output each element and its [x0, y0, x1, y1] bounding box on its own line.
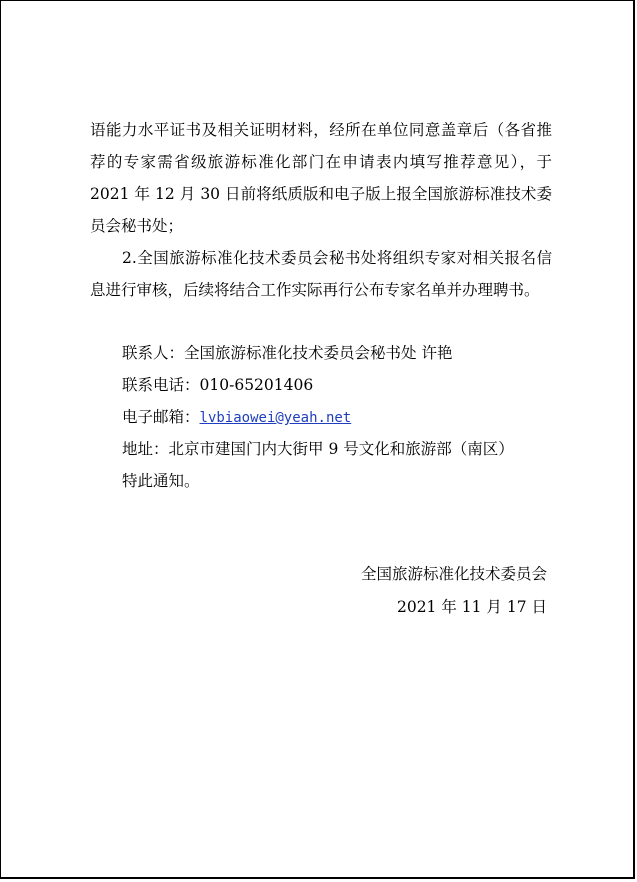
contact-address-value: 北京市建国门内大街甲 9 号文化和旅游部（南区）	[168, 440, 514, 458]
contact-address-label: 地址：	[122, 440, 169, 458]
signature-organization: 全国旅游标准化技术委员会	[360, 565, 547, 583]
contact-address-line	[122, 433, 514, 465]
contact-person-value: 全国旅游标准化技术委员会秘书处 许艳	[184, 344, 453, 362]
contact-person-line	[122, 337, 452, 369]
contact-person-label: 联系人：	[122, 344, 185, 362]
contact-email-label: 电子邮箱：	[122, 408, 200, 426]
contact-email-link[interactable]: lvbiaowei@yeah.net	[199, 410, 352, 426]
contact-phone-line	[122, 369, 313, 401]
body-paragraph-1: 语能力水平证书及相关证明材料，经所在单位同意盖章后（各省推荐的专家需省级旅游标准化部门在申请表内填写推荐意见），于 2021 年 12 月 30 日前将纸质版和电子版上报全国旅游标准技术委员会秘书处；	[90, 121, 552, 235]
contact-phone-label: 联系电话：	[122, 376, 200, 394]
contact-email-line	[122, 401, 351, 434]
contact-phone-value: 010-65201406	[199, 376, 314, 394]
body-paragraph-2: 2.全国旅游标准化技术委员会秘书处将组织专家对相关报名信息进行审核，后续将结合工作实际再行公布专家名单并办理聘书。	[90, 249, 552, 299]
closing-notice: 特此通知。	[122, 472, 200, 490]
signature-date: 2021 年 11 月 17 日	[396, 598, 547, 616]
